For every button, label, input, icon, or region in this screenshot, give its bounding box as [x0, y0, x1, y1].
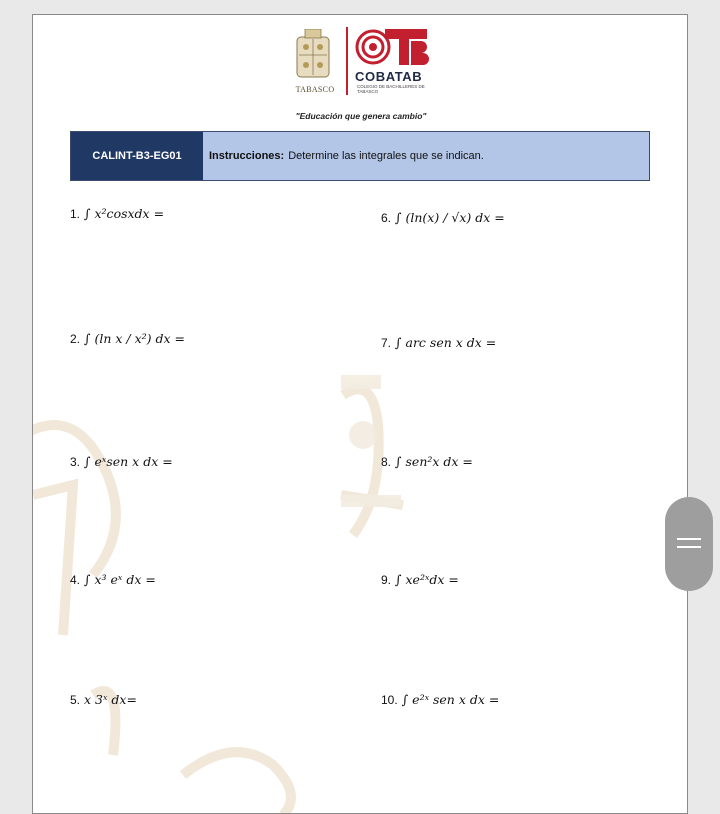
problem-number: 5. — [70, 692, 81, 707]
document-page — [32, 14, 688, 814]
problem-number: 1. — [70, 206, 81, 221]
exam-code: CALINT-B3-EG01 — [71, 132, 203, 180]
tabasco-label: TABASCO — [295, 85, 335, 94]
tabasco-shield-icon — [295, 29, 331, 83]
watermark-icon — [33, 375, 688, 814]
instructions-text-cell — [203, 132, 649, 180]
cobatab-label: COBATAB — [355, 69, 423, 84]
problem-expression: ∫ (ln(x) / √x) dx = — [395, 210, 505, 225]
problem-expression: ∫ e²ˣ sen x dx = — [401, 692, 500, 707]
problem-expression: ∫ eˣsen x dx = — [84, 454, 173, 469]
problem-expression: ∫ xe²ˣdx = — [395, 572, 459, 587]
cobatab-logo-icon — [355, 27, 431, 67]
instructions-box — [70, 131, 650, 181]
problem-number: 7. — [381, 335, 392, 350]
problem-item — [70, 692, 137, 707]
problem-number: 4. — [70, 572, 81, 587]
problem-number: 6. — [381, 210, 392, 225]
problem-item — [70, 454, 173, 469]
scroll-handle-icon[interactable] — [665, 497, 713, 591]
handle-grip-line — [677, 538, 701, 540]
problem-item — [70, 206, 164, 221]
problem-item — [70, 572, 156, 587]
slogan: "Educación que genera cambio" — [295, 111, 427, 121]
header-logos — [291, 27, 451, 123]
problem-number: 8. — [381, 454, 392, 469]
instructions-text: Determine las integrales que se indican. — [288, 150, 484, 162]
instructions-label: Instrucciones: — [209, 150, 285, 162]
problem-number: 9. — [381, 572, 392, 587]
problem-item — [381, 210, 505, 225]
problem-number: 2. — [70, 331, 81, 346]
handle-grip-line — [677, 546, 701, 548]
problem-number: 3. — [70, 454, 81, 469]
problem-expression: ∫ x³ eˣ dx = — [84, 572, 156, 587]
problem-expression: ∫ sen²x dx = — [395, 454, 473, 469]
problem-expression: x 3ˣ dx= — [84, 692, 137, 707]
problem-item — [70, 331, 185, 346]
problem-item — [381, 572, 459, 587]
problem-item — [381, 454, 473, 469]
logo-divider — [346, 27, 348, 95]
problem-item — [381, 335, 496, 350]
problem-item — [381, 692, 499, 707]
problem-number: 10. — [381, 692, 398, 707]
problem-expression: ∫ x²cosxdx = — [84, 206, 165, 221]
problem-expression: ∫ arc sen x dx = — [395, 335, 497, 350]
problem-expression: ∫ (ln x / x²) dx = — [84, 331, 186, 346]
cobatab-subtitle: COLEGIO DE BACHILLERES DE TABASCO — [357, 84, 425, 94]
